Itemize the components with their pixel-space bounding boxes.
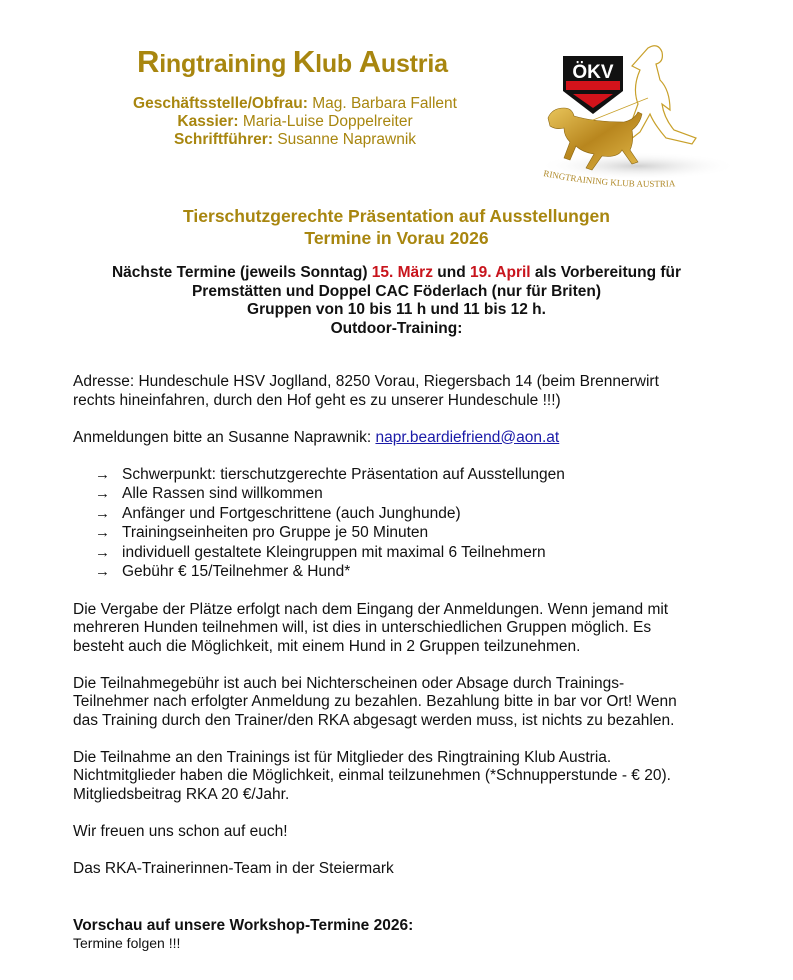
arrow-right-icon: → <box>95 563 110 580</box>
feature-list <box>73 466 753 583</box>
list-item: → Gebühr € 15/Teilnehmer & Hund* <box>95 563 351 580</box>
announcement-line-4: Outdoor-Training: <box>330 319 463 337</box>
subtitle-line-2: Termine in Vorau 2026 <box>304 228 489 248</box>
list-item: → Trainingseinheiten pro Gruppe je 50 Minuten <box>95 524 429 541</box>
signature-line: Das RKA-Trainerinnen-Team in der Steiermark <box>73 859 394 877</box>
workshop-preview-text: Termine folgen !!! <box>73 935 181 951</box>
closing-line: Wir freuen uns schon auf euch! <box>73 822 288 840</box>
okv-badge-icon <box>563 56 623 114</box>
list-item: → Anfänger und Fortgeschrittene (auch Junghunde) <box>95 504 461 522</box>
list-item: → Alle Rassen sind willkommen <box>95 485 323 502</box>
logo-arc-text: RINGTRAINING KLUB AUSTRIA <box>542 168 676 189</box>
membership-paragraph: Die Teilnahme an den Trainings ist für Mitglieder des Ringtraining Klub Austria. Nichtmitglieder haben die Möglichkeit, einmal teilzunehmen (*Schnupperstunde - € 20). Mitgliedsbeitrag RKA 20 €/Jahr. <box>73 748 671 803</box>
announcement-line-2: Premstätten und Doppel CAC Föderlach (nur für Briten) <box>191 282 602 300</box>
date-2: 19. April <box>470 264 531 281</box>
list-item: → individuell gestaltete Kleingruppen mit maximal 6 Teilnehmern <box>95 543 546 561</box>
title-word-austria: Austria <box>358 44 448 79</box>
address-paragraph: Adresse: Hundeschule HSV Joglland, 8250 Vorau, Riegersbach 14 (beim Brennerwirt rechts hineinfahren, durch den Hof geht es zu unserer Hundeschule !!!) <box>73 373 659 409</box>
officer-schriftfuehrer: Schriftführer: Susanne Naprawnik <box>173 131 417 148</box>
arrow-right-icon: → <box>95 465 110 483</box>
document-body <box>73 373 753 897</box>
officers-list <box>110 95 480 149</box>
arrow-right-icon: → <box>95 524 110 541</box>
arrow-right-icon: → <box>95 543 110 561</box>
announcement-line-1: Nächste Termine (jeweils Sonntag) 15. März und 19. April als Vorbereitung für <box>111 264 682 281</box>
title-word-klub: Klub <box>292 44 359 79</box>
next-dates-announcement <box>0 264 793 338</box>
registration-paragraph: Anmeldungen bitte an Susanne Naprawnik: napr.beardiefriend@aon.at <box>73 428 560 446</box>
event-subtitle <box>0 205 793 249</box>
title-word-ringtraining: Ringtraining <box>137 44 293 79</box>
arrow-right-icon: → <box>95 485 110 502</box>
announcement-line-3: Gruppen von 10 bis 11 h und 11 bis 12 h. <box>247 301 546 318</box>
svg-text:ÖKV: ÖKV <box>572 62 614 83</box>
club-logo <box>528 36 738 201</box>
officer-obfrau: Geschäftsstelle/Obfrau: Mag. Barbara Fallent <box>133 95 457 112</box>
club-title <box>137 44 448 80</box>
fee-paragraph: Die Teilnahmegebühr ist auch bei Nichterscheinen oder Absage durch Trainings- Teilnehmer nach erfolgter Anmeldung zu bezahlen. Bezahlung bitte in bar vor Ort! Wenn das Training durch den Trainer/den RKA abgesagt werden muss, ist nichts zu bezahlen. <box>73 674 677 729</box>
subtitle-line-1: Tierschutzgerechte Präsentation auf Ausstellungen <box>183 206 610 226</box>
workshop-preview-heading: Vorschau auf unsere Workshop-Termine 2026: <box>73 917 414 934</box>
allocation-paragraph: Die Vergabe der Plätze erfolgt nach dem Eingang der Anmeldungen. Wenn jemand mit mehreren Hunden teilnehmen will, ist dies in unterschiedlichen Gruppen möglich. Es besteht auch die Möglichkeit, mit einem Hund in 2 Gruppen teilzunehmen. <box>73 600 669 655</box>
list-item: → Schwerpunkt: tierschutzgerechte Präsentation auf Ausstellungen <box>95 465 565 483</box>
date-1: 15. März <box>371 264 433 281</box>
email-link[interactable]: napr.beardiefriend@aon.at <box>375 428 560 446</box>
arrow-right-icon: → <box>95 504 110 522</box>
officer-kassier: Kassier: Maria-Luise Doppelreiter <box>177 113 413 130</box>
